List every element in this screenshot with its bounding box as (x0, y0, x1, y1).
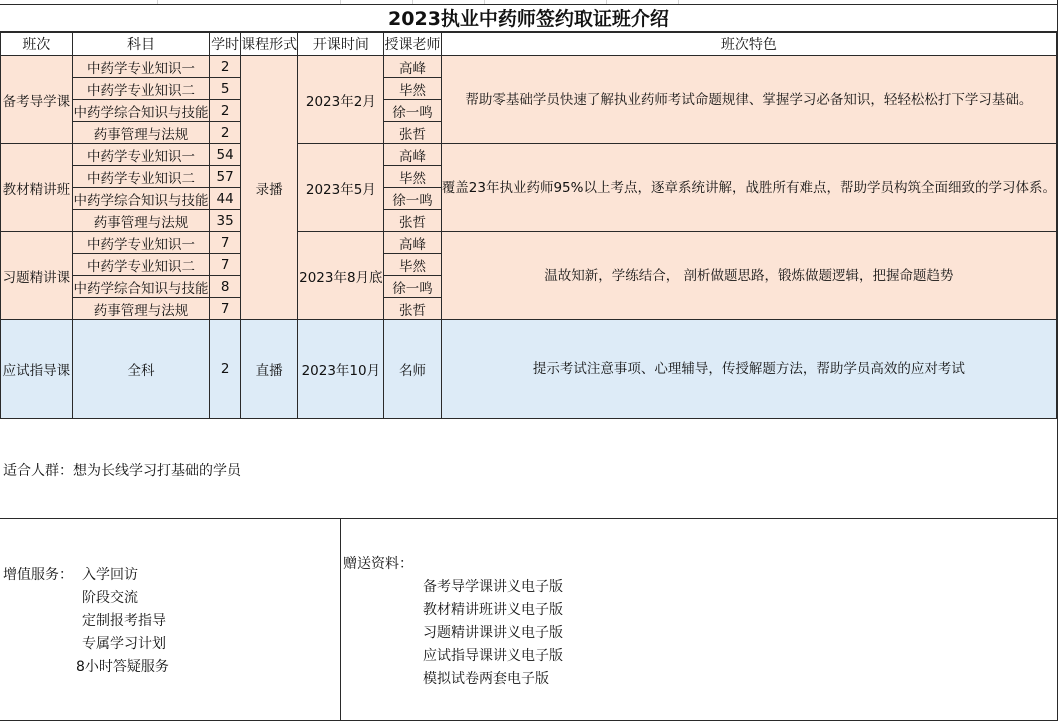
header-subject: 科目 (72, 33, 210, 56)
value-added-services (0, 519, 341, 720)
teacher-cell: 张哲 (384, 122, 442, 144)
gift-item: 备考导学课讲义电子版 (423, 579, 563, 595)
hours-cell: 5 (210, 78, 241, 100)
teacher-cell: 高峰 (384, 56, 442, 78)
teacher-cell: 徐一鸣 (384, 188, 442, 210)
subject-cell: 药事管理与法规 (72, 298, 210, 320)
subject-cell: 药事管理与法规 (72, 210, 210, 232)
class-name: 习题精讲课 (1, 232, 73, 320)
feature-cell: 覆盖23年执业药师95%以上考点，逐章系统讲解，战胜所有难点，帮助学员构筑全面细致的学习体系。 (441, 144, 1056, 232)
hours-cell: 7 (210, 232, 241, 254)
teacher-cell: 徐一鸣 (384, 100, 442, 122)
class-name: 备考导学课 (1, 56, 73, 144)
audience-text: 适合人群：想为长线学习打基础的学员 (3, 463, 241, 479)
hours-cell: 7 (210, 298, 241, 320)
subject-cell: 中药学专业知识一 (72, 144, 210, 166)
subject-cell: 中药学专业知识二 (72, 78, 210, 100)
gift-item: 教材精讲班讲义电子版 (423, 602, 563, 618)
service-item: 8小时答疑服务 (76, 659, 169, 675)
teacher-cell: 名师 (384, 320, 442, 419)
header-hours: 学时 (210, 33, 241, 56)
teacher-cell: 高峰 (384, 232, 442, 254)
start-cell: 2023年10月 (298, 320, 384, 419)
services-label: 增值服务： (3, 567, 73, 583)
start-cell: 2023年2月 (298, 56, 384, 144)
teacher-cell: 高峰 (384, 144, 442, 166)
subject-cell: 中药学综合知识与技能 (72, 188, 210, 210)
subject-cell: 药事管理与法规 (72, 122, 210, 144)
feature-cell: 帮助零基础学员快速了解执业药师考试命题规律、掌握学习必备知识，轻轻松松打下学习基础。 (441, 56, 1056, 144)
header-start: 开课时间 (298, 33, 384, 56)
teacher-cell: 毕然 (384, 78, 442, 100)
hours-cell: 57 (210, 166, 241, 188)
format-cell: 直播 (240, 320, 298, 419)
subject-cell: 中药学综合知识与技能 (72, 100, 210, 122)
hours-cell: 2 (210, 320, 241, 419)
hours-cell: 44 (210, 188, 241, 210)
gift-item: 应试指导课讲义电子版 (423, 648, 563, 664)
service-item: 专属学习计划 (82, 636, 166, 652)
subject-cell: 中药学专业知识二 (72, 166, 210, 188)
header-class: 班次 (1, 33, 73, 56)
start-cell: 2023年5月 (298, 144, 384, 232)
hours-cell: 2 (210, 100, 241, 122)
service-item: 入学回访 (82, 567, 138, 583)
subject-cell: 中药学综合知识与技能 (72, 276, 210, 298)
teacher-cell: 徐一鸣 (384, 276, 442, 298)
subject-cell: 全科 (72, 320, 210, 419)
gift-item: 习题精讲课讲义电子版 (423, 625, 563, 641)
teacher-cell: 毕然 (384, 166, 442, 188)
gifts-label: 赠送资料： (343, 556, 413, 572)
start-cell: 2023年8月底 (298, 232, 384, 320)
subject-cell: 中药学专业知识一 (72, 232, 210, 254)
subject-cell: 中药学专业知识一 (72, 56, 210, 78)
service-item: 定制报考指导 (82, 613, 166, 629)
service-item: 阶段交流 (82, 590, 138, 606)
header-teacher: 授课老师 (384, 33, 442, 56)
services-section (0, 519, 1057, 720)
gift-materials (341, 519, 1057, 720)
teacher-cell: 张哲 (384, 210, 442, 232)
gift-item: 模拟试卷两套电子版 (423, 671, 549, 687)
hours-cell: 54 (210, 144, 241, 166)
course-table (0, 32, 1057, 419)
class-name: 教材精讲班 (1, 144, 73, 232)
hours-cell: 35 (210, 210, 241, 232)
hours-cell: 2 (210, 122, 241, 144)
format-cell: 录播 (240, 56, 298, 320)
teacher-cell: 毕然 (384, 254, 442, 276)
class-name: 应试指导课 (1, 320, 73, 419)
teacher-cell: 张哲 (384, 298, 442, 320)
audience-section (0, 419, 1057, 519)
page-title: 2023执业中药师签约取证班介绍 (0, 4, 1057, 32)
hours-cell: 7 (210, 254, 241, 276)
hours-cell: 8 (210, 276, 241, 298)
header-feature: 班次特色 (441, 33, 1056, 56)
header-format: 课程形式 (240, 33, 298, 56)
subject-cell: 中药学专业知识二 (72, 254, 210, 276)
feature-cell: 提示考试注意事项、心理辅导，传授解题方法，帮助学员高效的应对考试 (441, 320, 1056, 419)
feature-cell: 温故知新，学练结合， 剖析做题思路，锻炼做题逻辑，把握命题趋势 (441, 232, 1056, 320)
hours-cell: 2 (210, 56, 241, 78)
